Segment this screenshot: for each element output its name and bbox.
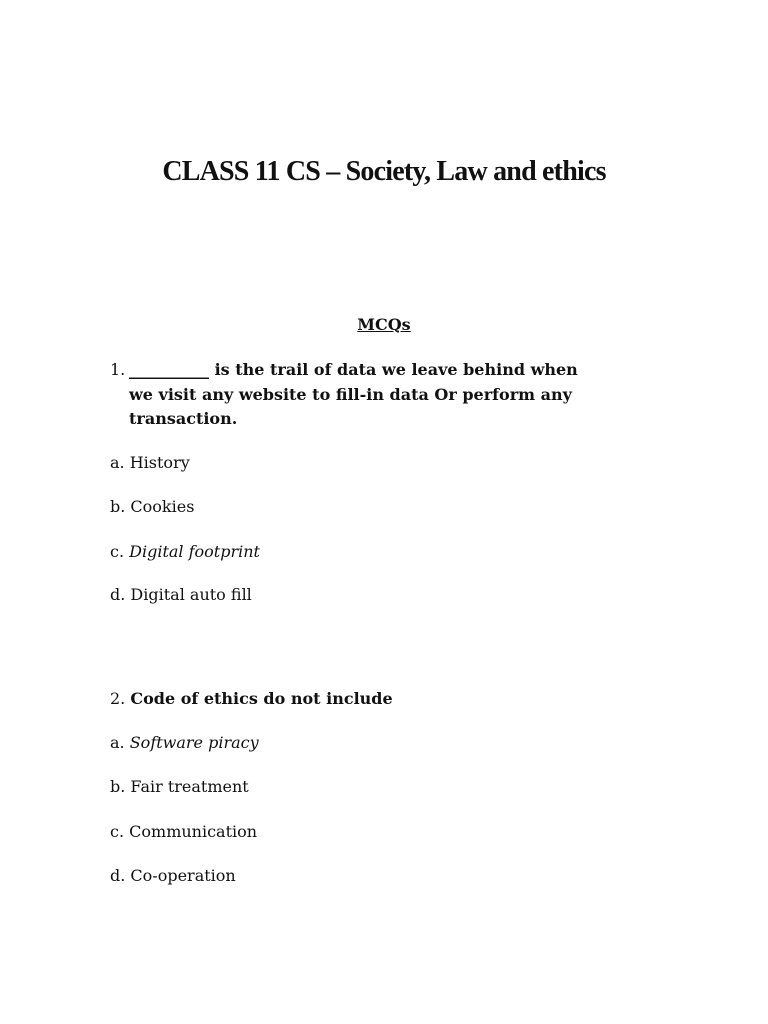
option-text: Cookies (130, 497, 195, 516)
question-number: 2. (110, 689, 126, 708)
option-text: Communication (129, 822, 258, 841)
option-letter: a. (110, 733, 125, 752)
question-text: Code of ethics do not include (130, 689, 393, 708)
option-d (110, 864, 236, 888)
option-text: Software piracy (129, 733, 259, 752)
question-number: 1. (110, 360, 126, 379)
option-letter: b. (110, 777, 126, 796)
option-a (110, 451, 190, 475)
option-letter: a. (110, 453, 125, 472)
option-c (110, 540, 260, 564)
section-heading: MCQs (357, 315, 411, 334)
question-2 (110, 687, 393, 711)
question-text: __________ is the trail of data we leave behind when we visit any website to fill-in data Or perform any transaction. (129, 360, 578, 428)
option-letter: c. (110, 822, 125, 841)
option-text: Co-operation (130, 866, 236, 885)
option-letter: d. (110, 866, 126, 885)
option-b (110, 495, 194, 519)
option-text: History (129, 453, 190, 472)
option-d (110, 583, 252, 607)
question-1 (110, 358, 580, 432)
option-letter: d. (110, 585, 126, 604)
option-c (110, 820, 257, 844)
option-text: Fair treatment (130, 777, 249, 796)
page-title: CLASS 11 CS – Society, Law and ethics (162, 156, 606, 187)
option-text: Digital auto fill (130, 585, 252, 604)
option-letter: b. (110, 497, 126, 516)
option-b (110, 775, 249, 799)
option-text: Digital footprint (129, 542, 260, 561)
option-a (110, 731, 259, 755)
option-letter: c. (110, 542, 125, 561)
